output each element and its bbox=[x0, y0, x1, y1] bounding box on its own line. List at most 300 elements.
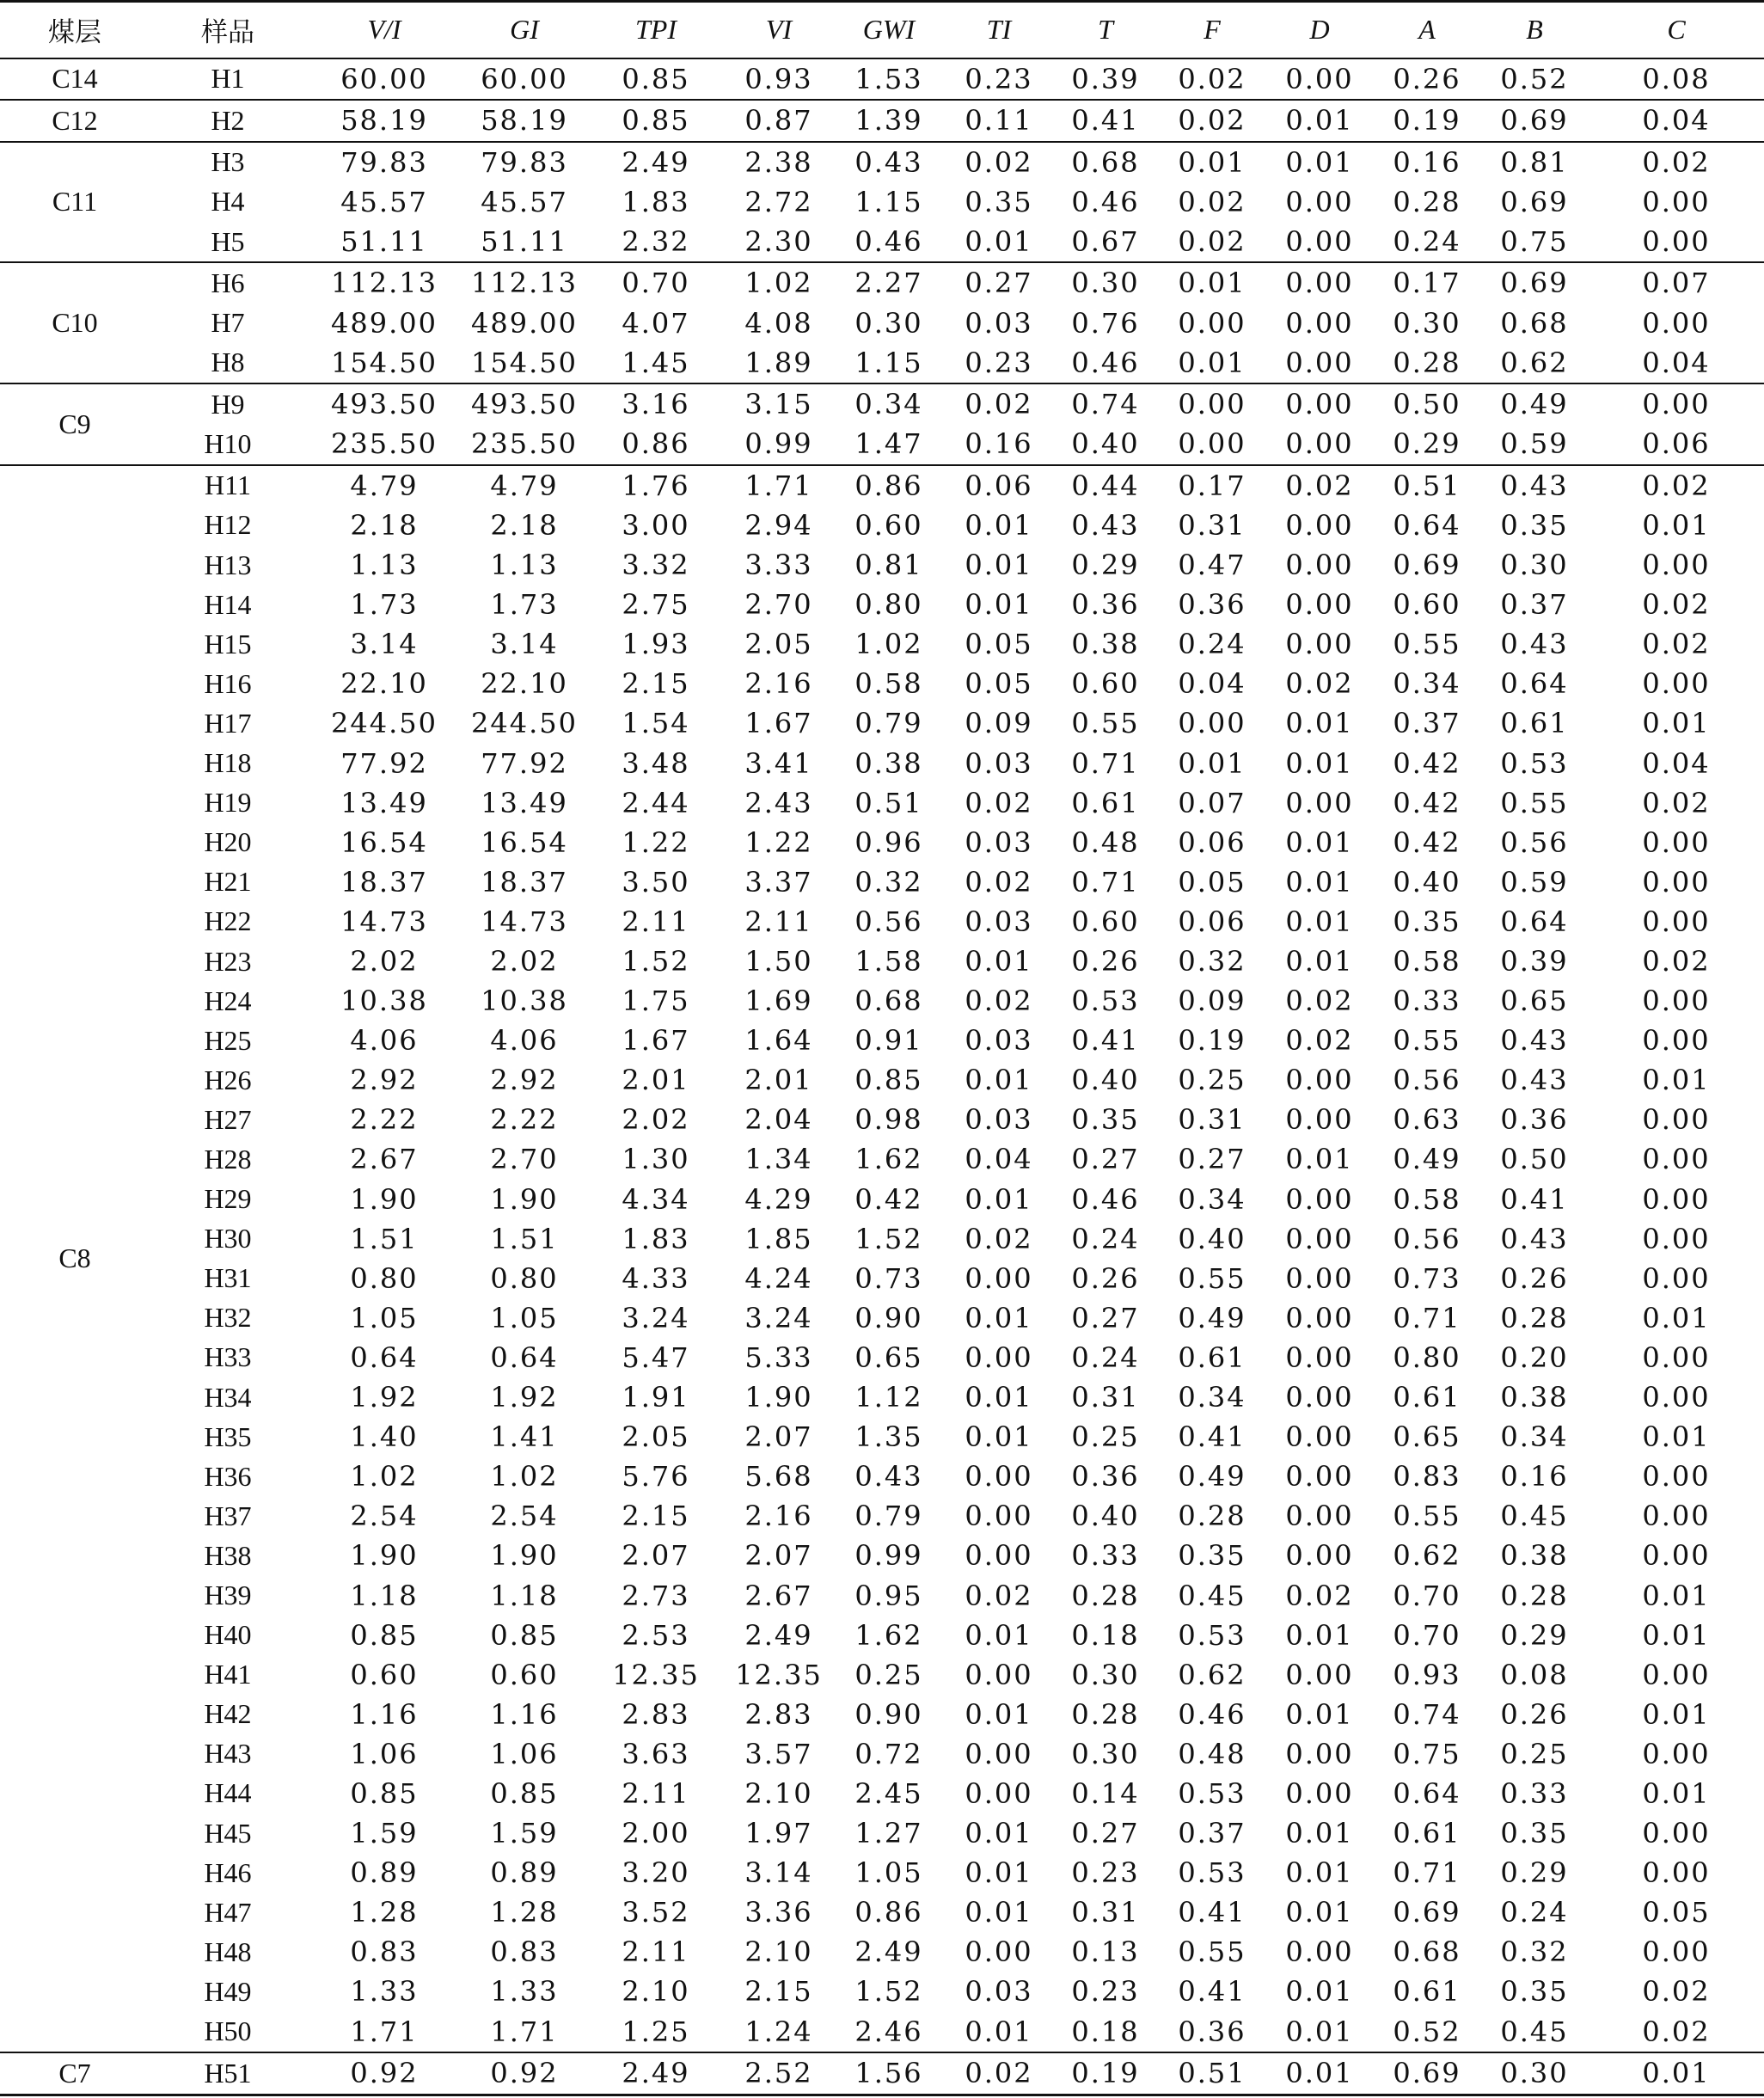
value-cell: 0.03 bbox=[965, 1103, 1033, 1137]
value-cell: 0.00 bbox=[1285, 225, 1354, 259]
value-cell: 0.01 bbox=[965, 508, 1033, 542]
value-cell: 0.55 bbox=[1178, 1261, 1246, 1295]
value-cell: 1.13 bbox=[350, 549, 419, 582]
value-cell: 0.73 bbox=[1393, 1261, 1461, 1295]
value-cell: 0.07 bbox=[1589, 262, 1764, 303]
value-cell: 2.52 bbox=[726, 2052, 832, 2095]
value-cell: 0.74 bbox=[1393, 1697, 1461, 1731]
value-cell: 0.00 bbox=[1642, 1381, 1711, 1414]
value-cell: 0.60 bbox=[490, 1658, 559, 1691]
value-cell: 1.02 bbox=[490, 1460, 559, 1494]
value-cell: 235.50 bbox=[471, 427, 578, 461]
value-cell: 0.93 bbox=[1393, 1658, 1461, 1691]
value-cell: 0.27 bbox=[1178, 1143, 1246, 1176]
value-cell: 1.34 bbox=[744, 1143, 813, 1176]
value-cell: 0.02 bbox=[1589, 465, 1764, 506]
value-cell: 1.59 bbox=[350, 1817, 419, 1850]
value-cell: 0.00 bbox=[1642, 905, 1711, 938]
value-cell: 0.02 bbox=[1285, 667, 1354, 701]
value-cell: 0.43 bbox=[1500, 628, 1569, 661]
value-cell: 0.64 bbox=[490, 1340, 559, 1374]
value-cell: 0.53 bbox=[1071, 985, 1140, 1018]
value-cell: 1.90 bbox=[350, 1539, 419, 1573]
value-cell: 0.85 bbox=[490, 1776, 559, 1810]
value-cell: 4.79 bbox=[462, 465, 586, 506]
value-cell: 0.93 bbox=[744, 62, 813, 95]
value-cell: 0.70 bbox=[586, 262, 726, 303]
sample-cell: H30 bbox=[204, 1223, 252, 1255]
value-cell: 0.26 bbox=[1393, 62, 1461, 95]
value-cell: 0.01 bbox=[1642, 707, 1711, 740]
value-cell: 0.91 bbox=[854, 1024, 923, 1058]
table-row bbox=[0, 1139, 1764, 1179]
sample-cell: H19 bbox=[204, 787, 252, 819]
value-cell: 0.99 bbox=[744, 427, 813, 461]
col-header-d: D bbox=[1265, 2, 1374, 58]
value-cell: 0.01 bbox=[1285, 2015, 1354, 2048]
col-header-a: A bbox=[1374, 2, 1480, 58]
value-cell: 0.00 bbox=[1159, 383, 1265, 424]
sample-cell: H11 bbox=[150, 465, 306, 506]
value-cell: 0.41 bbox=[1178, 1420, 1246, 1454]
col-header-c: C bbox=[1589, 2, 1764, 58]
value-cell: 45.57 bbox=[481, 185, 568, 218]
value-cell: 0.02 bbox=[946, 383, 1052, 424]
value-cell: 2.07 bbox=[744, 1420, 813, 1454]
value-cell: 0.30 bbox=[1500, 549, 1569, 582]
value-cell: 79.83 bbox=[306, 142, 462, 182]
value-cell: 0.99 bbox=[854, 1539, 923, 1573]
col-header-gwi: GWI bbox=[832, 2, 946, 58]
value-cell: 2.38 bbox=[726, 142, 832, 182]
sample-cell: H41 bbox=[204, 1659, 252, 1690]
value-cell: 0.24 bbox=[1178, 628, 1246, 661]
value-cell: 0.00 bbox=[1285, 1776, 1354, 1810]
value-cell: 154.50 bbox=[471, 346, 578, 379]
value-cell: 0.64 bbox=[1393, 1776, 1461, 1810]
value-cell: 1.92 bbox=[350, 1381, 419, 1414]
value-cell: 0.49 bbox=[1480, 383, 1589, 424]
col-header-gi: GI bbox=[462, 2, 586, 58]
table-row bbox=[0, 465, 1764, 506]
value-cell: 2.43 bbox=[744, 786, 813, 819]
sample-cell: H38 bbox=[204, 1539, 252, 1571]
value-cell: 1.90 bbox=[744, 1381, 813, 1414]
value-cell: 0.02 bbox=[1285, 1579, 1354, 1612]
value-cell: 0.30 bbox=[854, 306, 923, 340]
table-row bbox=[0, 1377, 1764, 1417]
value-cell: 1.73 bbox=[350, 588, 419, 622]
col-header-t: T bbox=[1052, 2, 1159, 58]
value-cell: 0.00 bbox=[965, 1460, 1033, 1494]
value-cell: 14.73 bbox=[340, 905, 428, 938]
value-cell: 1.27 bbox=[854, 1817, 923, 1850]
value-cell: 1.35 bbox=[854, 1420, 923, 1454]
sample-cell: H5 bbox=[211, 225, 245, 257]
value-cell: 0.01 bbox=[965, 1817, 1033, 1850]
value-cell: 0.31 bbox=[1071, 1896, 1140, 1929]
value-cell: 2.02 bbox=[622, 1103, 690, 1137]
table-row bbox=[0, 1734, 1764, 1774]
table-row bbox=[0, 343, 1764, 383]
value-cell: 3.14 bbox=[744, 1856, 813, 1890]
value-cell: 1.51 bbox=[350, 1222, 419, 1255]
value-cell: 0.24 bbox=[1071, 1340, 1140, 1374]
value-cell: 0.69 bbox=[1393, 549, 1461, 582]
value-cell: 1.69 bbox=[744, 985, 813, 1018]
value-cell: 2.46 bbox=[854, 2015, 923, 2048]
value-cell: 0.00 bbox=[1642, 1143, 1711, 1176]
value-cell: 0.71 bbox=[1071, 865, 1140, 899]
value-cell: 0.01 bbox=[1642, 1618, 1711, 1652]
value-cell: 0.49 bbox=[1178, 1301, 1246, 1334]
value-cell: 0.74 bbox=[1052, 383, 1159, 424]
value-cell: 0.35 bbox=[1178, 1539, 1246, 1573]
sample-cell: H2 bbox=[150, 100, 306, 142]
table-row bbox=[0, 823, 1764, 862]
value-cell: 0.00 bbox=[1285, 1658, 1354, 1691]
value-cell: 0.00 bbox=[965, 1340, 1033, 1374]
value-cell: 0.35 bbox=[1500, 508, 1569, 542]
value-cell: 1.47 bbox=[854, 427, 923, 461]
table-row bbox=[0, 424, 1764, 464]
value-cell: 0.01 bbox=[1642, 1776, 1711, 1810]
table-row bbox=[0, 902, 1764, 942]
sample-cell: H42 bbox=[204, 1698, 252, 1730]
sample-cell: H34 bbox=[204, 1381, 252, 1413]
value-cell: 0.40 bbox=[1071, 427, 1140, 461]
value-cell: 2.53 bbox=[622, 1618, 690, 1652]
seam-cell: C14 bbox=[52, 63, 98, 95]
value-cell: 0.41 bbox=[1052, 100, 1159, 142]
value-cell: 1.05 bbox=[854, 1856, 923, 1890]
value-cell: 1.54 bbox=[622, 707, 690, 740]
value-cell: 1.56 bbox=[832, 2052, 946, 2095]
col-header-ti: TI bbox=[946, 2, 1052, 58]
value-cell: 2.72 bbox=[744, 185, 813, 218]
value-cell: 4.79 bbox=[306, 465, 462, 506]
table-row bbox=[0, 1853, 1764, 1892]
value-cell: 3.41 bbox=[744, 746, 813, 780]
value-cell: 2.07 bbox=[622, 1539, 690, 1573]
seam-cell: C7 bbox=[0, 2052, 150, 2095]
value-cell: 0.00 bbox=[1642, 1737, 1711, 1770]
sample-cell: H48 bbox=[204, 1935, 252, 1967]
value-cell: 0.30 bbox=[1393, 306, 1461, 340]
table-row bbox=[0, 1932, 1764, 1972]
value-cell: 0.00 bbox=[1285, 62, 1354, 95]
sample-cell: H6 bbox=[150, 262, 306, 303]
value-cell: 0.02 bbox=[1285, 985, 1354, 1018]
value-cell: 0.69 bbox=[1393, 1896, 1461, 1929]
value-cell: 2.44 bbox=[622, 786, 690, 819]
value-cell: 0.24 bbox=[1500, 1896, 1569, 1929]
value-cell: 0.00 bbox=[1642, 667, 1711, 701]
value-cell: 0.70 bbox=[1393, 1618, 1461, 1652]
table-row bbox=[0, 2012, 1764, 2052]
value-cell: 4.06 bbox=[350, 1024, 419, 1058]
value-cell: 77.92 bbox=[340, 746, 428, 780]
value-cell: 0.00 bbox=[1642, 306, 1711, 340]
value-cell: 0.00 bbox=[1642, 185, 1711, 218]
value-cell: 1.02 bbox=[350, 1460, 419, 1494]
value-cell: 0.16 bbox=[1500, 1460, 1569, 1494]
sample-cell: H3 bbox=[150, 142, 306, 182]
seam-cell: C10 bbox=[0, 262, 150, 383]
value-cell: 0.00 bbox=[1285, 1103, 1354, 1137]
value-cell: 0.34 bbox=[1178, 1381, 1246, 1414]
value-cell: 0.01 bbox=[965, 2015, 1033, 2048]
value-cell: 0.17 bbox=[1374, 262, 1480, 303]
value-cell: 0.00 bbox=[1285, 786, 1354, 819]
table-row bbox=[0, 2052, 1764, 2095]
value-cell: 0.04 bbox=[1642, 346, 1711, 379]
sample-cell: H51 bbox=[150, 2052, 306, 2095]
value-cell: 2.02 bbox=[350, 945, 419, 978]
value-cell: 2.49 bbox=[586, 142, 726, 182]
value-cell: 2.15 bbox=[622, 1500, 690, 1533]
value-cell: 0.34 bbox=[1500, 1420, 1569, 1454]
value-cell: 0.51 bbox=[854, 786, 923, 819]
value-cell: 0.89 bbox=[490, 1856, 559, 1890]
value-cell: 0.39 bbox=[1071, 62, 1140, 95]
value-cell: 1.75 bbox=[622, 985, 690, 1018]
sample-cell: H49 bbox=[204, 1975, 252, 2007]
value-cell: 0.01 bbox=[965, 945, 1033, 978]
value-cell: 0.00 bbox=[1285, 185, 1354, 218]
value-cell: 3.52 bbox=[622, 1896, 690, 1929]
value-cell: 2.16 bbox=[744, 1500, 813, 1533]
value-cell: 0.53 bbox=[1178, 1856, 1246, 1890]
value-cell: 0.28 bbox=[1393, 346, 1461, 379]
value-cell: 3.14 bbox=[490, 628, 559, 661]
value-cell: 0.02 bbox=[1642, 588, 1711, 622]
value-cell: 0.62 bbox=[1178, 1658, 1246, 1691]
value-cell: 0.02 bbox=[1178, 225, 1246, 259]
table-row bbox=[0, 664, 1764, 703]
value-cell: 58.19 bbox=[462, 100, 586, 142]
value-cell: 112.13 bbox=[462, 262, 586, 303]
value-cell: 0.24 bbox=[1393, 225, 1461, 259]
value-cell: 0.01 bbox=[1159, 142, 1265, 182]
value-cell: 16.54 bbox=[481, 825, 568, 859]
value-cell: 0.00 bbox=[1285, 1261, 1354, 1295]
value-cell: 1.53 bbox=[854, 62, 923, 95]
value-cell: 0.01 bbox=[1285, 945, 1354, 978]
value-cell: 1.28 bbox=[490, 1896, 559, 1929]
value-cell: 2.10 bbox=[744, 1935, 813, 1969]
value-cell: 0.05 bbox=[1642, 1896, 1711, 1929]
value-cell: 16.54 bbox=[340, 825, 428, 859]
value-cell: 0.64 bbox=[1500, 667, 1569, 701]
value-cell: 2.83 bbox=[744, 1697, 813, 1731]
value-cell: 0.59 bbox=[1500, 865, 1569, 899]
value-cell: 0.00 bbox=[1285, 1935, 1354, 1969]
table-row bbox=[0, 262, 1764, 303]
value-cell: 10.38 bbox=[481, 985, 568, 1018]
value-cell: 0.71 bbox=[1071, 746, 1140, 780]
value-cell: 0.79 bbox=[854, 1500, 923, 1533]
value-cell: 0.70 bbox=[1393, 1579, 1461, 1612]
value-cell: 0.51 bbox=[1159, 2052, 1265, 2095]
value-cell: 0.23 bbox=[1071, 1975, 1140, 2009]
value-cell: 0.38 bbox=[1071, 628, 1140, 661]
value-cell: 4.08 bbox=[744, 306, 813, 340]
value-cell: 0.00 bbox=[1285, 306, 1354, 340]
value-cell: 0.32 bbox=[854, 865, 923, 899]
value-cell: 235.50 bbox=[331, 427, 438, 461]
value-cell: 0.04 bbox=[1178, 667, 1246, 701]
value-cell: 0.00 bbox=[1265, 262, 1374, 303]
value-cell: 0.48 bbox=[1178, 1737, 1246, 1770]
seam-cell: C11 bbox=[0, 142, 150, 263]
value-cell: 2.18 bbox=[490, 508, 559, 542]
value-cell: 0.16 bbox=[965, 427, 1033, 461]
value-cell: 1.67 bbox=[744, 707, 813, 740]
sample-cell: H8 bbox=[211, 347, 245, 378]
value-cell: 51.11 bbox=[481, 225, 568, 259]
value-cell: 1.97 bbox=[744, 1817, 813, 1850]
value-cell: 0.00 bbox=[1642, 1539, 1711, 1573]
table-row bbox=[0, 1616, 1764, 1655]
value-cell: 0.01 bbox=[1589, 2052, 1764, 2095]
value-cell: 13.49 bbox=[340, 786, 428, 819]
value-cell: 1.05 bbox=[490, 1301, 559, 1334]
value-cell: 0.80 bbox=[854, 588, 923, 622]
value-cell: 0.01 bbox=[1285, 1817, 1354, 1850]
value-cell: 0.01 bbox=[965, 1182, 1033, 1216]
table-row bbox=[0, 1259, 1764, 1298]
value-cell: 0.86 bbox=[854, 1896, 923, 1929]
value-cell: 0.40 bbox=[1393, 865, 1461, 899]
table-row bbox=[0, 506, 1764, 545]
value-cell: 1.16 bbox=[350, 1697, 419, 1731]
value-cell: 1.25 bbox=[622, 2015, 690, 2048]
table-row bbox=[0, 1021, 1764, 1060]
value-cell: 0.85 bbox=[350, 1618, 419, 1652]
value-cell: 0.05 bbox=[1178, 865, 1246, 899]
value-cell: 1.41 bbox=[490, 1420, 559, 1454]
sample-cell: H28 bbox=[204, 1143, 252, 1175]
value-cell: 0.00 bbox=[1178, 707, 1246, 740]
value-cell: 0.00 bbox=[1285, 1500, 1354, 1533]
value-cell: 2.11 bbox=[622, 905, 690, 938]
value-cell: 0.08 bbox=[1642, 62, 1711, 95]
table-row bbox=[0, 182, 1764, 222]
value-cell: 0.09 bbox=[965, 707, 1033, 740]
value-cell: 2.01 bbox=[622, 1064, 690, 1097]
value-cell: 0.43 bbox=[1500, 1024, 1569, 1058]
value-cell: 0.01 bbox=[1285, 1896, 1354, 1929]
value-cell: 0.75 bbox=[1393, 1737, 1461, 1770]
value-cell: 0.01 bbox=[1285, 707, 1354, 740]
value-cell: 0.03 bbox=[965, 746, 1033, 780]
value-cell: 0.72 bbox=[854, 1737, 923, 1770]
value-cell: 493.50 bbox=[306, 383, 462, 424]
value-cell: 0.87 bbox=[726, 100, 832, 142]
value-cell: 2.11 bbox=[622, 1776, 690, 1810]
value-cell: 0.13 bbox=[1071, 1935, 1140, 1969]
value-cell: 0.80 bbox=[1393, 1340, 1461, 1374]
table-row bbox=[0, 1298, 1764, 1338]
value-cell: 0.04 bbox=[1589, 100, 1764, 142]
value-cell: 0.02 bbox=[1265, 465, 1374, 506]
value-cell: 0.47 bbox=[1178, 549, 1246, 582]
sample-cell: H12 bbox=[204, 509, 252, 541]
value-cell: 0.00 bbox=[1178, 306, 1246, 340]
value-cell: 0.85 bbox=[586, 100, 726, 142]
value-cell: 0.89 bbox=[350, 1856, 419, 1890]
sample-cell: H40 bbox=[204, 1619, 252, 1651]
value-cell: 0.61 bbox=[1393, 1381, 1461, 1414]
value-cell: 3.00 bbox=[622, 508, 690, 542]
value-cell: 0.02 bbox=[946, 142, 1052, 182]
table-row bbox=[0, 862, 1764, 902]
value-cell: 0.28 bbox=[1393, 185, 1461, 218]
value-cell: 0.01 bbox=[1178, 346, 1246, 379]
sample-cell: H46 bbox=[204, 1856, 252, 1888]
value-cell: 0.62 bbox=[1393, 1539, 1461, 1573]
value-cell: 0.55 bbox=[1393, 1500, 1461, 1533]
table-row bbox=[0, 942, 1764, 981]
col-header-b: B bbox=[1480, 2, 1589, 58]
value-cell: 0.01 bbox=[1159, 262, 1265, 303]
table-row bbox=[0, 1972, 1764, 2011]
value-cell: 1.71 bbox=[490, 2015, 559, 2048]
value-cell: 0.00 bbox=[1265, 383, 1374, 424]
value-cell: 0.02 bbox=[965, 865, 1033, 899]
value-cell: 0.01 bbox=[1642, 508, 1711, 542]
sample-cell: H25 bbox=[204, 1024, 252, 1056]
value-cell: 0.46 bbox=[854, 225, 923, 259]
value-cell: 0.00 bbox=[965, 1500, 1033, 1533]
value-cell: 18.37 bbox=[340, 865, 428, 899]
value-cell: 0.00 bbox=[1285, 1381, 1354, 1414]
value-cell: 0.29 bbox=[1393, 427, 1461, 461]
value-cell: 1.33 bbox=[490, 1975, 559, 2009]
value-cell: 0.83 bbox=[490, 1935, 559, 1969]
value-cell: 0.02 bbox=[965, 786, 1033, 819]
table-row bbox=[0, 585, 1764, 624]
value-cell: 1.24 bbox=[744, 2015, 813, 2048]
value-cell: 0.00 bbox=[1285, 1420, 1354, 1454]
value-cell: 0.29 bbox=[1500, 1856, 1569, 1890]
value-cell: 0.56 bbox=[1393, 1222, 1461, 1255]
table-header bbox=[0, 2, 1764, 58]
value-cell: 0.00 bbox=[965, 1737, 1033, 1770]
value-cell: 0.00 bbox=[1642, 825, 1711, 859]
value-cell: 0.40 bbox=[1071, 1500, 1140, 1533]
value-cell: 0.45 bbox=[1500, 2015, 1569, 2048]
value-cell: 4.24 bbox=[744, 1261, 813, 1295]
value-cell: 0.00 bbox=[1285, 346, 1354, 379]
value-cell: 0.36 bbox=[1071, 1460, 1140, 1494]
value-cell: 2.05 bbox=[744, 628, 813, 661]
value-cell: 0.00 bbox=[1285, 549, 1354, 582]
col-header-vi-ratio: V/I bbox=[306, 2, 462, 58]
value-cell: 22.10 bbox=[481, 667, 568, 701]
value-cell: 2.04 bbox=[744, 1103, 813, 1137]
value-cell: 0.01 bbox=[1265, 100, 1374, 142]
value-cell: 2.73 bbox=[622, 1579, 690, 1612]
value-cell: 112.13 bbox=[306, 262, 462, 303]
value-cell: 0.81 bbox=[1480, 142, 1589, 182]
table-row bbox=[0, 1100, 1764, 1139]
value-cell: 0.92 bbox=[306, 2052, 462, 2095]
value-cell: 0.30 bbox=[1071, 1737, 1140, 1770]
value-cell: 0.01 bbox=[1285, 865, 1354, 899]
sample-cell: H32 bbox=[204, 1302, 252, 1334]
